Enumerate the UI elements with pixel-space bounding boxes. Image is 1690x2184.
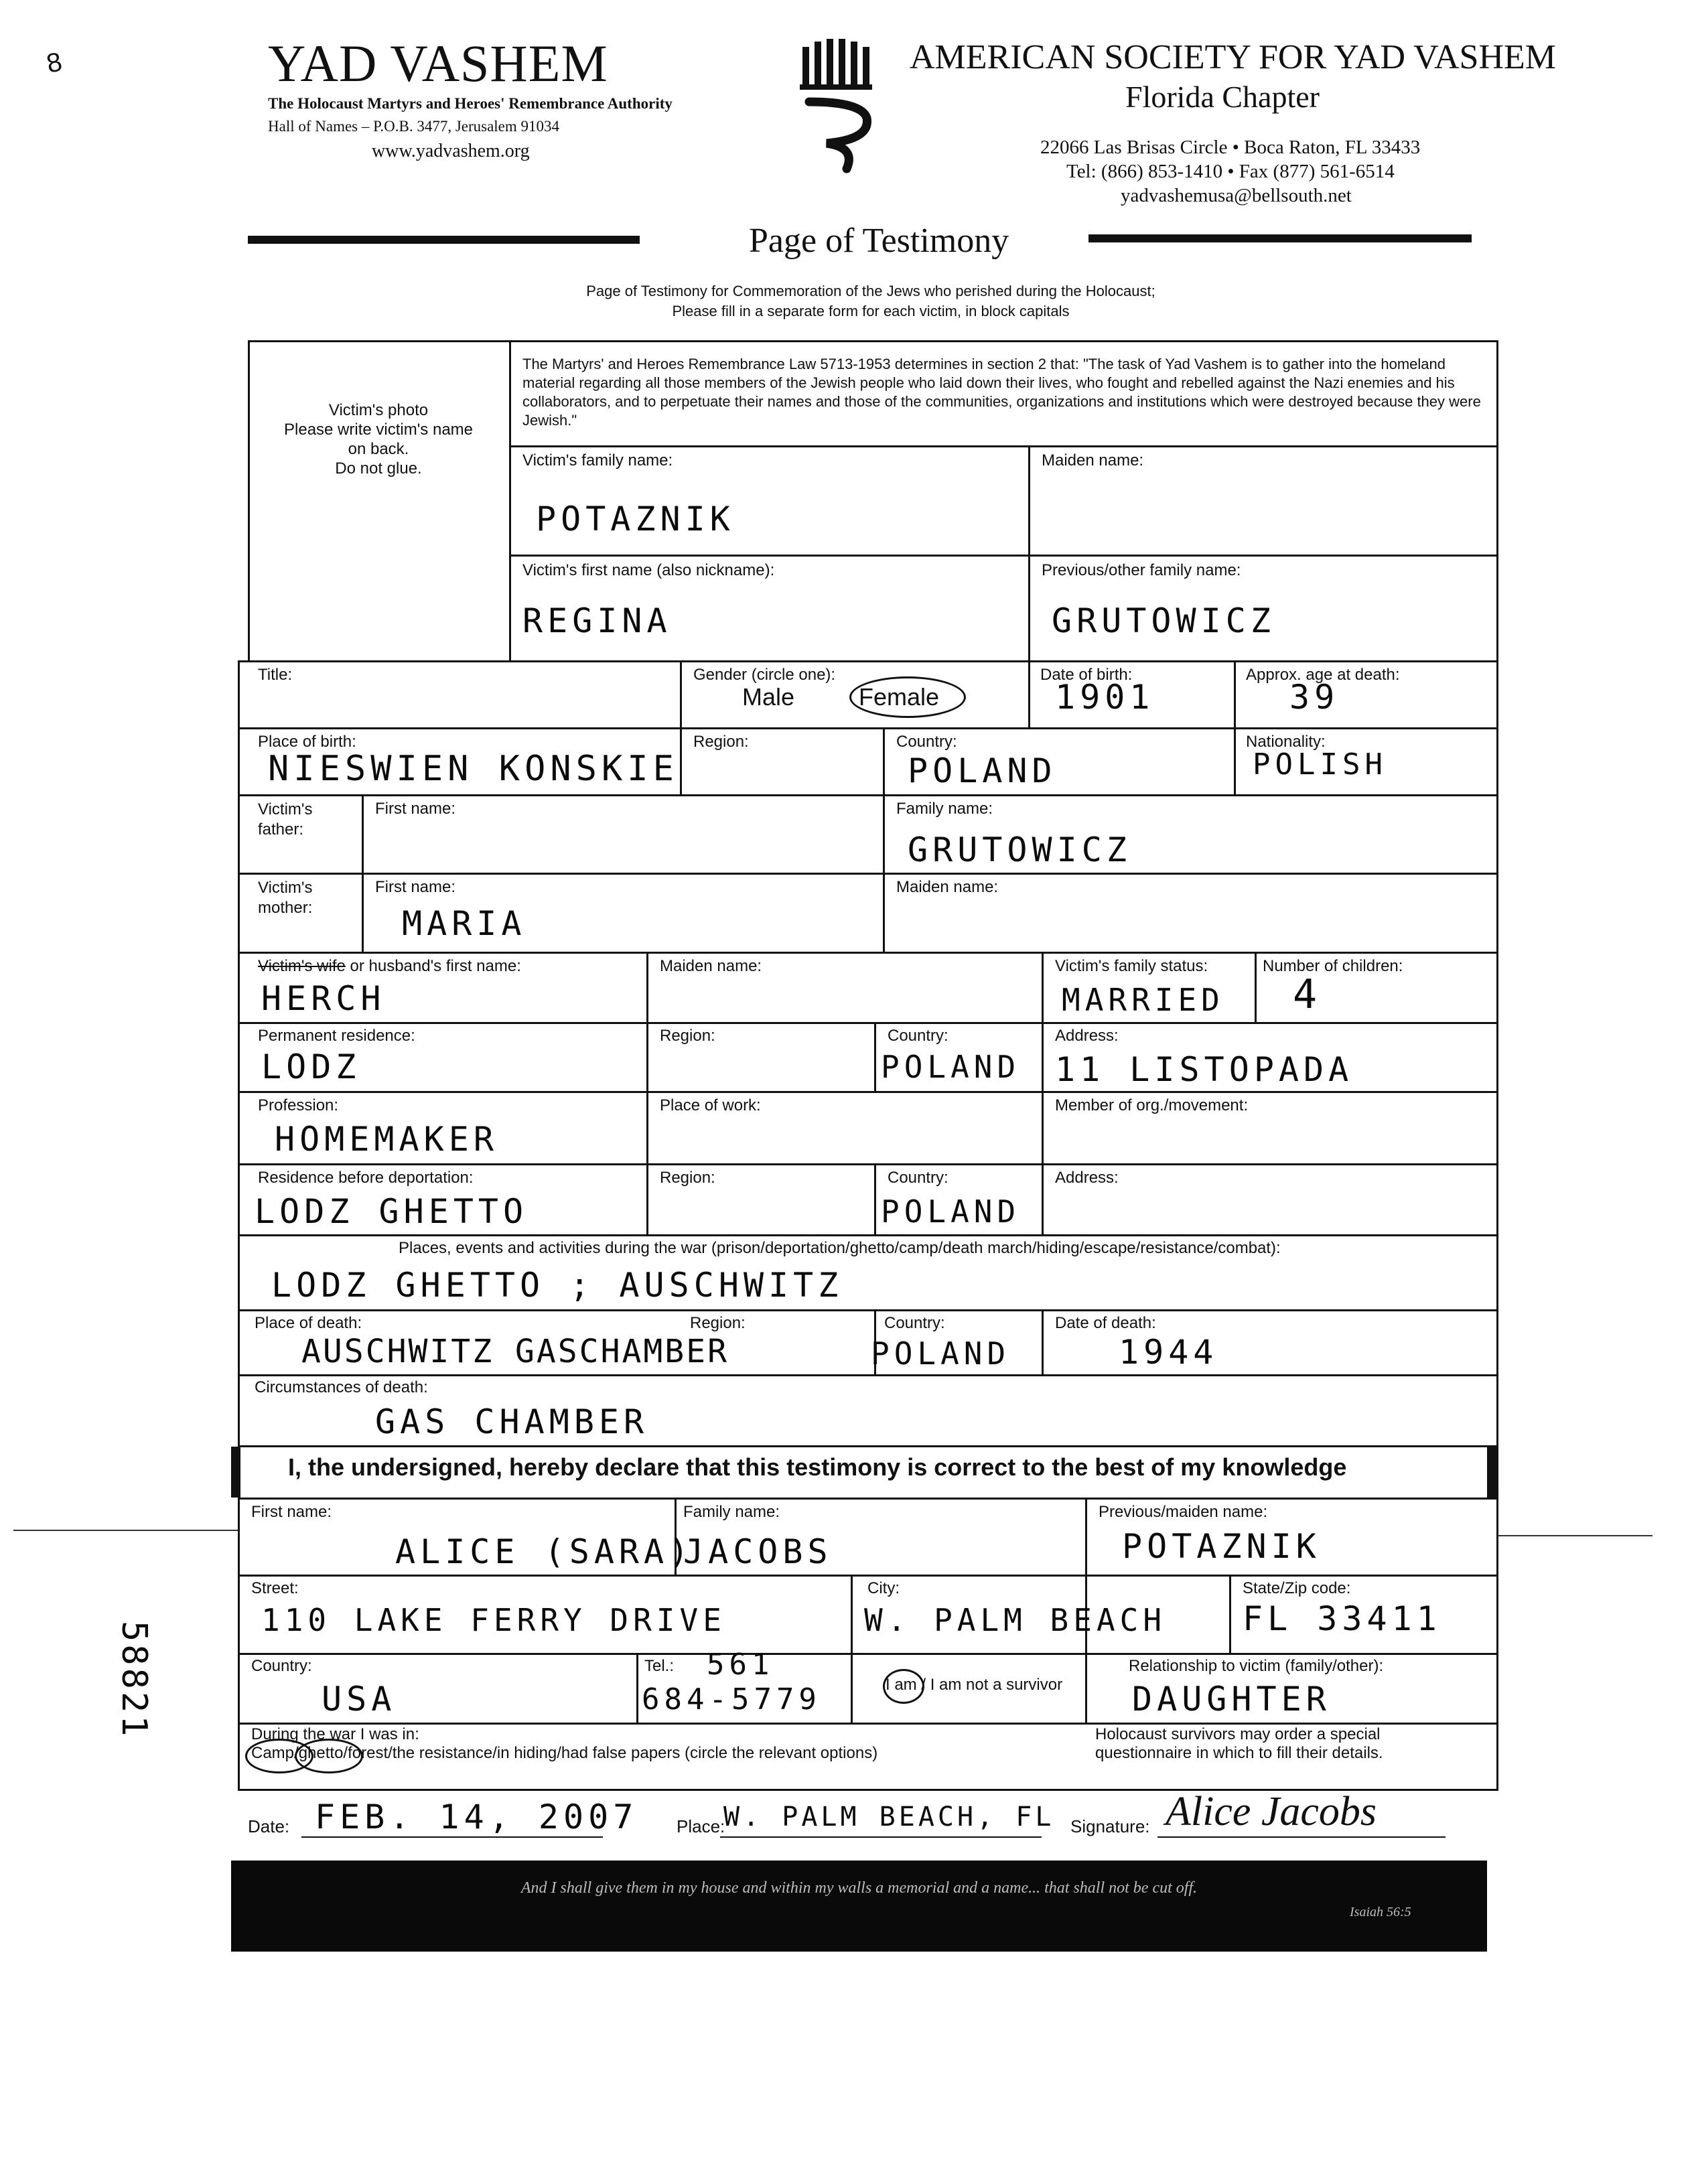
tel-line-1[interactable]: 561: [707, 1648, 774, 1682]
before-address-label: Address:: [1055, 1169, 1119, 1187]
signature-underline: [1157, 1836, 1446, 1838]
circumstances-of-death-value[interactable]: GAS CHAMBER: [375, 1402, 649, 1441]
yad-vashem-address: Hall of Names – P.O.B. 3477, Jerusalem 91034: [268, 118, 560, 135]
place-value[interactable]: W. PALM BEACH, FL: [723, 1802, 1055, 1832]
birth-country-value[interactable]: POLAND: [908, 751, 1057, 790]
banner-quote: And I shall give them in my house and within my walls a memorial and a name... that shall not be cut off.: [520, 1879, 1198, 1897]
birth-region-label: Region:: [693, 733, 749, 751]
date-underline: [301, 1836, 603, 1838]
during-war-label: During the war I was in:: [251, 1725, 419, 1743]
place-of-death-value[interactable]: AUSCHWITZ GASCHAMBER: [301, 1333, 729, 1370]
margin-mark: 8: [44, 47, 65, 79]
mother-maiden-name-label: Maiden name:: [896, 878, 999, 896]
title-bar-left: [248, 236, 640, 244]
relationship-label: Relationship to victim (family/other):: [1129, 1657, 1384, 1675]
signature-value[interactable]: Alice Jacobs: [1166, 1789, 1377, 1834]
place-of-work-label: Place of work:: [660, 1096, 761, 1114]
footer-banner: [231, 1861, 1487, 1952]
submitter-family-name-value[interactable]: JACOBS: [683, 1532, 833, 1571]
death-country-label: Country:: [884, 1314, 945, 1332]
father-family-name-value[interactable]: GRUTOWICZ: [908, 830, 1131, 869]
margin-line-right: [1498, 1535, 1652, 1536]
number-of-children-value[interactable]: 4: [1293, 971, 1322, 1018]
place-of-birth-label: Place of birth:: [258, 733, 356, 751]
previous-family-name-value[interactable]: GRUTOWICZ: [1052, 601, 1275, 640]
war-places-label: Places, events and activities during the war (prison/deportation/ghetto/camp/death march/hiding/escape/resistance/combat):: [399, 1239, 1281, 1257]
state-zip-value[interactable]: FL 33411: [1243, 1599, 1441, 1638]
spouse-label-rest: or husband's first name:: [345, 957, 521, 975]
society-phone: Tel: (866) 853-1410 • Fax (877) 561-6514: [1066, 161, 1395, 182]
father-family-name-label: Family name:: [896, 800, 993, 818]
title-bar-right: [1088, 234, 1472, 242]
law-text: The Martyrs' and Heroes Remembrance Law 5713-1953 determines in section 2 that: "The task of Yad Vashem is to gather into the homeland material regarding all those members of the Jewish people who laid down their lives, who fought and rebelled against the Nazi enemies and his collaborators, and to perpetuate their names and those of the communities, organizations and institutions which were destroyed because they were Jewish.": [522, 356, 1481, 429]
society-email: yadvashemusa@bellsouth.net: [1121, 185, 1352, 206]
american-society-title: AMERICAN SOCIETY FOR YAD VASHEM: [910, 38, 1557, 76]
residence-address-label: Address:: [1055, 1027, 1119, 1045]
signature-label: Signature:: [1070, 1816, 1150, 1836]
submitter-maiden-name-label: Previous/maiden name:: [1099, 1503, 1268, 1521]
mother-first-name-value[interactable]: MARIA: [402, 904, 526, 943]
mother-first-name-label: First name:: [375, 878, 456, 896]
before-country-label: Country:: [888, 1169, 948, 1187]
side-reference-number: 58821: [114, 1621, 154, 1739]
circumstances-of-death-label: Circumstances of death:: [255, 1378, 428, 1396]
permanent-residence-label: Permanent residence:: [258, 1027, 415, 1045]
profession-label: Profession:: [258, 1096, 339, 1114]
survivors-note-line-1: Holocaust survivors may order a special: [1095, 1725, 1381, 1743]
relationship-value[interactable]: DAUGHTER: [1132, 1680, 1331, 1719]
age-at-death-label: Approx. age at death:: [1246, 666, 1400, 684]
before-region-label: Region:: [660, 1169, 715, 1187]
society-address: 22066 Las Brisas Circle • Boca Raton, FL 33433: [1040, 137, 1421, 158]
submitter-first-name-label: First name:: [251, 1503, 332, 1521]
death-country-value[interactable]: POLAND: [871, 1335, 1011, 1372]
residence-country-label: Country:: [888, 1027, 948, 1045]
city-label: City:: [867, 1579, 900, 1597]
residence-country-value[interactable]: POLAND: [881, 1049, 1021, 1085]
ghetto-circle: [295, 1739, 363, 1773]
date-label: Date:: [248, 1816, 290, 1836]
place-underline: [720, 1836, 1042, 1838]
survivors-note-line-2: questionnaire in which to fill their details.: [1095, 1744, 1383, 1762]
during-war-options[interactable]: Camp/ghetto/forest/the resistance/in hiding/had false papers (circle the relevant options): [251, 1744, 878, 1762]
tel-line-2[interactable]: 684-5779: [642, 1682, 821, 1717]
profession-value[interactable]: HOMEMAKER: [275, 1120, 498, 1159]
city-value[interactable]: W. PALM BEACH: [864, 1602, 1167, 1638]
family-status-value[interactable]: MARRIED: [1062, 982, 1224, 1018]
nationality-value[interactable]: POLISH: [1253, 747, 1387, 782]
death-region-label: Region:: [690, 1314, 746, 1332]
maiden-name-label: Maiden name:: [1042, 451, 1144, 469]
place-of-death-label: Place of death:: [255, 1314, 362, 1332]
photo-box-line: Please write victim's name: [284, 421, 473, 439]
yad-vashem-website: www.yadvashem.org: [372, 141, 530, 161]
not-survivor-option[interactable]: / I am not a survivor: [916, 1676, 1063, 1694]
submitter-family-name-label: Family name:: [683, 1503, 780, 1521]
margin-line-left: [13, 1530, 238, 1531]
date-of-birth-value[interactable]: 1901: [1055, 678, 1155, 717]
family-name-label: Victim's family name:: [522, 451, 673, 469]
number-of-children-label: Number of children:: [1263, 957, 1403, 975]
yad-vashem-logo-icon: [797, 35, 884, 175]
date-of-birth-label: Date of birth:: [1040, 666, 1133, 684]
street-value[interactable]: 110 LAKE FERRY DRIVE: [261, 1602, 726, 1638]
father-first-name-label: First name:: [375, 800, 456, 818]
street-label: Street:: [251, 1579, 299, 1597]
date-of-death-value[interactable]: 1944: [1119, 1333, 1218, 1372]
yad-vashem-title: YAD VASHEM: [268, 34, 608, 92]
florida-chapter: Florida Chapter: [1125, 80, 1320, 114]
spouse-name-value[interactable]: HERCH: [261, 979, 386, 1018]
declaration: I, the undersigned, hereby declare that this testimony is correct to the best of my knowledge: [288, 1453, 1347, 1481]
previous-family-name-label: Previous/other family name:: [1042, 561, 1241, 579]
spouse-label-struck: Victim's wife: [258, 957, 346, 975]
photo-box: [251, 401, 506, 478]
nationality-label: Nationality:: [1246, 733, 1326, 751]
first-name-label: Victim's first name (also nickname):: [522, 561, 775, 579]
father-label: Victim's father:: [258, 800, 313, 839]
yad-vashem-subtitle: The Holocaust Martyrs and Heroes' Remembrance Authority: [268, 95, 673, 112]
age-at-death-value[interactable]: 39: [1289, 678, 1340, 717]
spouse-label: [258, 957, 521, 976]
place-of-birth-value[interactable]: NIESWIEN KONSKIE: [268, 749, 679, 789]
photo-box-line: Do not glue.: [335, 459, 422, 478]
instruction-line-1: Page of Testimony for Commemoration of the Jews who perished during the Holocaust;: [586, 283, 1155, 299]
gender-female-option[interactable]: Female: [859, 683, 940, 711]
tel-label: Tel.:: [644, 1657, 675, 1675]
place-label: Place:: [677, 1816, 725, 1836]
submitter-maiden-name-value[interactable]: POTAZNIK: [1122, 1527, 1321, 1566]
before-country-value[interactable]: POLAND: [881, 1193, 1021, 1230]
birth-country-label: Country:: [896, 733, 957, 751]
war-places-value[interactable]: LODZ GHETTO ; AUSCHWITZ: [271, 1266, 843, 1305]
gender-male-option[interactable]: Male: [742, 683, 795, 711]
instruction-line-2: Please fill in a separate form for each victim, in block capitals: [672, 303, 1070, 319]
residence-before-deportation-label: Residence before deportation:: [258, 1169, 474, 1187]
submitter-country-value[interactable]: USA: [322, 1680, 397, 1719]
residence-region-label: Region:: [660, 1027, 715, 1045]
family-name-value[interactable]: POTAZNIK: [536, 500, 735, 538]
banner-reference: Isaiah 56:5: [1350, 1905, 1411, 1919]
first-name-value[interactable]: REGINA: [522, 601, 672, 640]
residence-before-deportation-value[interactable]: LODZ GHETTO: [255, 1192, 529, 1231]
photo-box-line: on back.: [348, 440, 409, 458]
state-zip-label: State/Zip code:: [1243, 1579, 1351, 1597]
gender-label: Gender (circle one):: [693, 666, 836, 684]
submitter-first-name-value[interactable]: ALICE (SARA): [395, 1532, 694, 1571]
title-label: Title:: [258, 666, 293, 684]
date-value[interactable]: FEB. 14, 2007: [315, 1798, 638, 1836]
residence-address-value[interactable]: 11 LISTOPADA: [1055, 1050, 1354, 1089]
member-of-org-label: Member of org./movement:: [1055, 1096, 1249, 1114]
photo-box-line: Victim's photo: [328, 401, 429, 419]
spouse-maiden-name-label: Maiden name:: [660, 957, 762, 975]
mother-label: Victim's mother:: [258, 879, 313, 917]
survivor-option[interactable]: [886, 1676, 1062, 1694]
family-status-label: Victim's family status:: [1055, 957, 1208, 975]
date-of-death-label: Date of death:: [1055, 1314, 1156, 1332]
submitter-country-label: Country:: [251, 1657, 312, 1675]
i-am-survivor-option[interactable]: I am: [886, 1676, 917, 1694]
page-title: Page of Testimony: [749, 222, 1009, 260]
permanent-residence-value[interactable]: LODZ: [261, 1047, 361, 1086]
